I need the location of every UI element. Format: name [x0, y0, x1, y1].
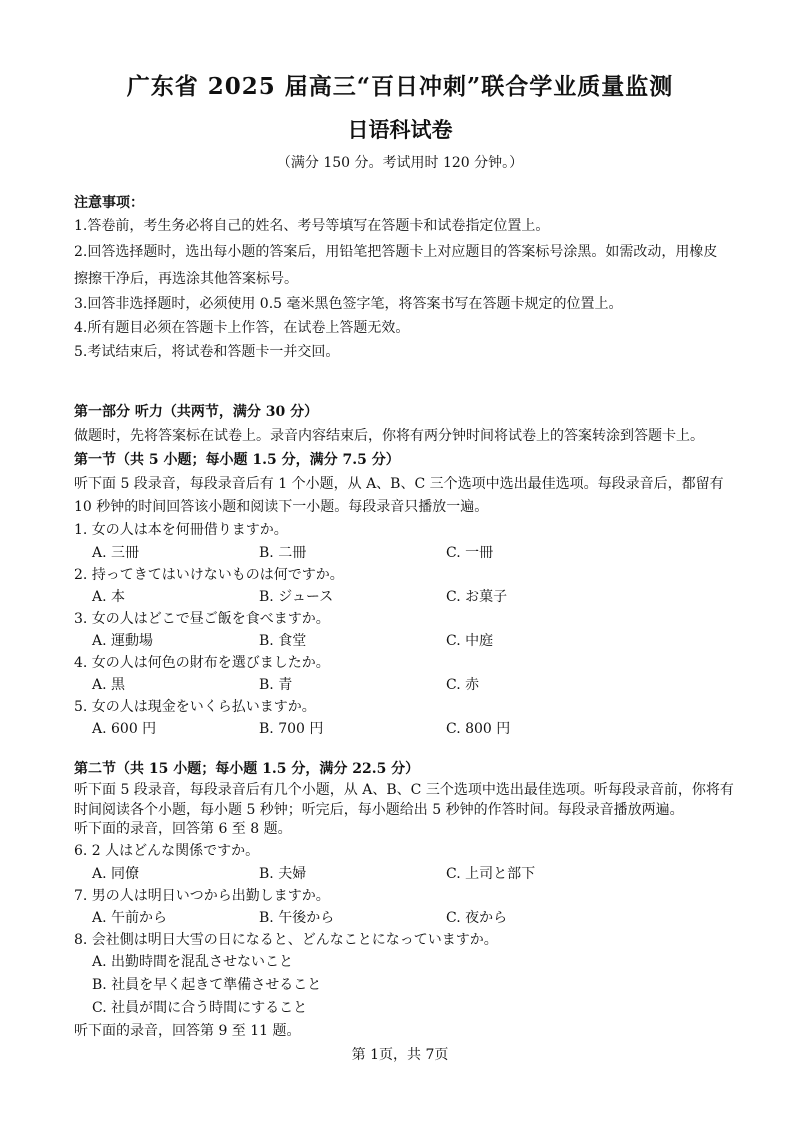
option-a: A. 600 円	[92, 721, 157, 737]
option-b: B. 青	[259, 677, 293, 693]
section1-block	[74, 448, 724, 740]
notice-heading: 注意事项：	[74, 195, 144, 211]
part1-block	[74, 400, 724, 448]
notice-item: 擦擦干净后，再选涂其他答案标号。	[74, 271, 298, 287]
page-title: 广东省 2025 届高三“百日冲刺”联合学业质量监测	[126, 73, 674, 100]
option-b: B. 食堂	[259, 633, 307, 649]
notice-item: 1.答卷前，考生务必将自己的姓名、考号等填写在答题卡和试卷指定位置上。	[74, 218, 550, 234]
options-4	[74, 674, 724, 696]
part1-intro: 做题时，先将答案标在试卷上。录音内容结束后，你将有两分钟时间将试卷上的答案转涂到答题卡上。	[74, 428, 704, 444]
option-c: C. 800 円	[446, 721, 511, 737]
options-7	[74, 907, 724, 929]
option-b: B. 二冊	[259, 545, 307, 561]
option-c: C. 中庭	[446, 633, 494, 649]
option-a: A. 出勤時間を混乱させないこと	[92, 954, 294, 970]
option-a: A. 本	[92, 589, 126, 605]
option-b: B. ジュース	[259, 589, 334, 605]
question-5: 5. 女の人は現金をいくら払いますか。	[74, 699, 316, 715]
notice-block	[74, 192, 724, 364]
spacer	[74, 740, 724, 760]
option-a: A. 同僚	[92, 866, 140, 882]
question-7: 7. 男の人は明日いつから出勤しますか。	[74, 888, 330, 904]
options-3	[74, 630, 724, 652]
option-a: A. 午前から	[92, 910, 168, 926]
page-subtitle: 日语科试卷	[347, 117, 453, 142]
option-b: B. 社員を早く起きて準備させること	[92, 977, 322, 993]
notice-item: 3.回答非选择题时，必须使用 0.5 毫米黑色签字笔，将答案书写在答题卡规定的位置上。	[74, 296, 623, 312]
option-c: C. 赤	[446, 677, 480, 693]
option-c: C. 上司と部下	[446, 866, 536, 882]
section2-intro: 时间阅读各个小题，每小题 5 秒钟；听完后，每小题给出 5 秒钟的作答时间。每段录音播放两遍。	[74, 802, 684, 818]
option-b: B. 700 円	[259, 721, 324, 737]
option-a: A. 黒	[92, 677, 126, 693]
part1-heading: 第一部分 听力（共两节，满分 30 分）	[74, 404, 319, 420]
option-a: A. 運動場	[92, 633, 154, 649]
spacer	[74, 364, 724, 400]
question-1: 1. 女の人は本を何冊借りますか。	[74, 522, 288, 538]
question-8: 8. 会社側は明日大雪の日になると、どんなことになっていますか。	[74, 932, 498, 948]
notice-item: 5.考试结束后，将试卷和答题卡一并交回。	[74, 344, 340, 360]
score-note: （满分 150 分。考试用时 120 分钟。）	[276, 155, 524, 171]
listen-instruction: 听下面的录音，回答第 6 至 8 题。	[74, 821, 292, 837]
option-c: C. お菓子	[446, 589, 508, 605]
listen-instruction: 听下面的录音，回答第 9 至 11 题。	[74, 1023, 301, 1039]
option-c: C. 社員が間に合う時間にすること	[92, 1000, 308, 1016]
question-6: 6. 2 人はどんな関係ですか。	[74, 843, 260, 859]
section2-block	[74, 760, 734, 1042]
notice-item: 4.所有题目必须在答题卡上作答，在试卷上答题无效。	[74, 320, 410, 336]
options-2	[74, 586, 724, 608]
question-4: 4. 女の人は何色の財布を選びましたか。	[74, 655, 330, 671]
question-3: 3. 女の人はどこで昼ご飯を食べますか。	[74, 611, 330, 627]
page-number: 第 1页，共 7页	[351, 1047, 449, 1063]
section1-heading: 第一节（共 5 小题；每小题 1.5 分，满分 7.5 分）	[74, 452, 400, 468]
options-6	[74, 863, 724, 885]
option-b: B. 夫婦	[259, 866, 307, 882]
section2-heading: 第二节（共 15 小题；每小题 1.5 分，满分 22.5 分）	[74, 761, 420, 777]
section1-intro: 听下面 5 段录音，每段录音后有 1 个小题，从 A、B、C 三个选项中选出最佳选项。每段录音后，都留有	[74, 476, 724, 492]
question-2: 2. 持ってきてはいけないものは何ですか。	[74, 567, 344, 583]
options-1	[74, 542, 724, 564]
option-c: C. 一冊	[446, 545, 494, 561]
option-b: B. 午後から	[259, 910, 335, 926]
options-5	[74, 718, 724, 740]
exam-content	[74, 192, 734, 1042]
option-a: A. 三冊	[92, 545, 140, 561]
section1-intro: 10 秒钟的时间回答该小题和阅读下一小题。每段录音只播放一遍。	[74, 499, 489, 515]
notice-item: 2.回答选择题时，选出每小题的答案后，用铅笔把答题卡上对应题目的答案标号涂黑。如需改动，用橡皮	[74, 244, 718, 260]
section2-intro: 听下面 5 段录音，每段录音后有几个小题，从 A、B、C 三个选项中选出最佳选项。听每段录音前，你将有	[74, 782, 734, 798]
option-c: C. 夜から	[446, 910, 508, 926]
